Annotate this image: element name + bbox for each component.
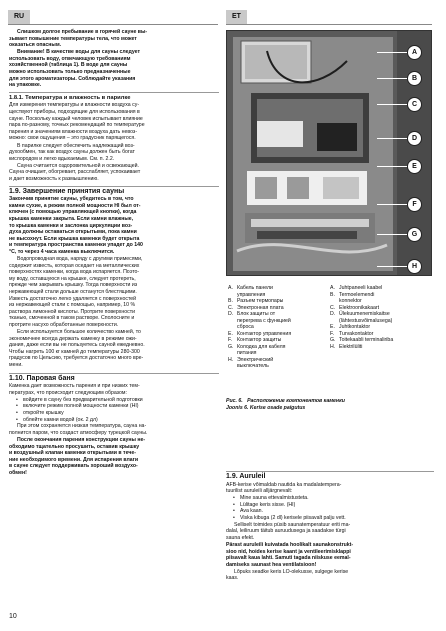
marker-d: D (407, 131, 422, 146)
section-1-9-et-paragraph-2: Selliselt toimides püsib saunatemperatuur eriti ma- dalal, leiliruum täitub auruudusega ja saadakse türgi sauna efekt. (226, 521, 351, 541)
section-1-10-bold-paragraph: После окончания парения конструкции сауны не- обходимо тщательно просушить, оставив крышку и воздушный клапан каменки открытыми в тече- ние необходимого времени. Для испарения влаги в сауне следует поддерживать хороший воздухо- обмен! (9, 436, 146, 476)
marker-leader-line (377, 138, 407, 139)
intro-paragraph: Слишком долгое пребывание в горячей сауне вы- зывает повышение температуры тела, что может оказаться опасным. (9, 29, 148, 49)
section-1-10-title: 1.10. Паровая баня (9, 374, 75, 382)
section-1-10-list (9, 397, 219, 423)
marker-leader-line (377, 204, 407, 205)
legend-key: H. (228, 356, 234, 363)
language-tab-et: ET (226, 10, 247, 24)
section-1-8-1-title: 1.8.1. Температура и влажность в парилке (9, 94, 131, 101)
list-item: • Lülitage keris sisse. (HI) (240, 502, 434, 509)
legend-text: (lähtestusvõimalusega) (339, 317, 393, 324)
section-1-8-1-paragraph-1: Для измерения температуры и влажности воздуха су- ществуют приборы, подходящие для использования в сауне. Поскольку каждый человек испытывает влияние пара по-разному, точных рекомендаций по температуре парения и значениям влажности воздуха дать невоз- можно: свои ощущения – это градусник парящегося. (9, 102, 145, 142)
legend-key: D. (330, 311, 336, 317)
legend-text: перегрева с функцией (237, 317, 291, 324)
section-divider (9, 373, 219, 374)
legend-text: Электронная плата (237, 304, 284, 311)
legend-text: Turvakontaktor (339, 330, 374, 337)
figure-caption-et: Joonis 6. Kerise osade paigutus (226, 404, 306, 411)
legend-text: Электрический (237, 356, 274, 363)
page-number: 10 (9, 613, 17, 620)
section-1-9-et-paragraph-1: AFB-kerise võimaldab nautida ka madalatempera- tuurilist auruleili alljärgnevalt: (226, 481, 342, 495)
legend-text: konnektor (339, 298, 362, 304)
section-divider (9, 186, 219, 187)
section-1-9-et-paragraph-3: Lõpuks seadke keris LO-olekusse, sulgege kerise kaas. (226, 568, 349, 582)
header-rule-right (226, 24, 432, 25)
legend-key: F. (330, 330, 335, 337)
legend-key: G. (228, 343, 234, 350)
legend-key: E. (228, 330, 233, 337)
marker-leader-line (377, 266, 407, 267)
legend-text: выключатель (237, 363, 269, 369)
list-item: • облейте камни водой (ок. 2 дл) (23, 417, 219, 424)
legend-text: Ülekuumenemiskaitse (339, 311, 390, 317)
section-1-10-paragraph-1: Каменка дает возможность парения и при низких тем- пературах, что происходит следующим образом: (9, 383, 140, 396)
legend-text: Juhtkontaktor (339, 324, 371, 330)
heater-internals-photo (226, 30, 432, 276)
figure-caption (226, 398, 432, 411)
legend-text: Elektroonikakaart (339, 304, 380, 311)
legend-text: Контактор управления (237, 330, 292, 337)
section-1-9-paragraph-3: Если используется большое количество камней, то экономичнее всегда держать каменку в режиме ожи- дания, даже если вы не пользуетесь сауной ежедневно. Чтобы нагреть 100 кг камней до температуры 280-300 градусов по Цельсию, требуется достаточно много вре- мени. (9, 329, 145, 368)
section-1-9-title: 1.9. Завершение принятия сауны (9, 187, 125, 195)
legend-text: сброса (237, 324, 254, 330)
section-1-9-et-title: 1.9. Auruleil (226, 473, 266, 480)
right-column (226, 468, 434, 583)
legend-key: G. (330, 337, 336, 343)
marker-leader-line (377, 166, 407, 167)
warning-paragraph: Внимание! В качестве воды для сауны следует использовать воду, отвечающую требованиям хозяйственной (таблица 1). В воде для сауны можно использовать только предназначенные для этого ароматизаторы. Соблюдайте указания на упаковке. (9, 49, 141, 89)
legend-text: Блок защиты от (237, 311, 276, 317)
legend-text: Elektrilüliti (339, 343, 363, 350)
legend-key: A. (330, 285, 335, 291)
legend-text: Toitekaabli terminaliriba (339, 337, 394, 343)
marker-leader-line (377, 78, 407, 79)
legend-key: B. (228, 298, 233, 304)
section-divider (226, 471, 434, 472)
legend-key: B. (330, 291, 335, 298)
marker-leader-line (377, 52, 407, 53)
figure-title-ru: Расположение компонентов каменки (247, 398, 345, 404)
legend-entry (228, 363, 330, 370)
header-rule-left (8, 24, 218, 25)
section-1-9-et-list (226, 495, 434, 521)
marker-leader-line (377, 234, 407, 235)
legend-key: E. (330, 324, 335, 330)
section-1-8-1-paragraph-3: Сауна считается оздоровительной и освежающей. Сауна очищает, обогревает, расслабляет, успокаивает и дает возможность к размышлению. (9, 162, 141, 182)
legend-ru (228, 285, 330, 370)
marker-b: B (407, 71, 422, 86)
marker-a: A (407, 45, 422, 60)
list-item: • Ava kaan. (240, 508, 434, 515)
legend-text: Разъем термопары (237, 298, 284, 304)
legend-text: Termoelemendi (339, 291, 375, 298)
legend-key: A. (228, 285, 233, 291)
left-column (9, 29, 219, 477)
legend-key: C. (228, 304, 234, 311)
marker-h: H (407, 259, 422, 274)
section-1-9-et-bold-paragraph: Pärast auruleili kuivatada hoolikalt saunakonstrukt- sioo nid, hoides kerise kaant ja ventileerimisklappi piisavalt kaua lahti. Samuti tagada niiskuse eemal- damiseks saunast hea ventilatsioon! (226, 541, 354, 568)
list-item: • откройте крышку (23, 410, 219, 417)
legend-text: питания (237, 350, 257, 356)
legend-text: Контактор защиты (237, 337, 282, 343)
legend-text: управления (237, 291, 266, 298)
legend-key: F. (228, 337, 233, 343)
marker-c: C (407, 97, 422, 112)
section-1-8-1-paragraph-2: В парилке следует обеспечить надлежащий воз- духообмен, так как воздух сауны должен быть богат кислородом и легко вдыхаемым. См. п. 2.2. (9, 142, 135, 162)
list-item: • Mine sauna ettevalmistusteta. (240, 495, 434, 502)
legend-key: H. (330, 343, 336, 350)
legend-text: Колодка для кабеля (237, 343, 286, 350)
legend-et (330, 285, 434, 350)
legend-text: Кабель панели (237, 285, 273, 291)
marker-f: F (407, 197, 422, 212)
section-1-9-paragraph-2: Водопроводная вода, наряду с другими примесями, содержит известь, которая оседает на металлических поверхностях каменки, когда вода испаряется. Поэто- му воду, оставшуюся на крышке, следует протереть, прежде чем закрывать крышку. Тогда поверхности из нержавеющей стали дольше останутся блестящими. Известь достаточно легко удаляется с поверхностей из нержавеющей стали с помощью, например, 10 % раствора лимонной кислоты. Протрите поверхности тканью, смоченной в таком растворе. Сполосните и протрите насухо обработанные поверхности. (9, 256, 143, 328)
section-divider (9, 92, 219, 93)
figure-number-ru: Рис. 6. (226, 398, 243, 404)
legend-key: D. (228, 311, 234, 317)
list-item: • Viska kibuga (2 dl) kerisele piisavalt palju vett. (240, 515, 434, 522)
legend-key: C. (330, 304, 336, 311)
legend-text: Juhtpaneeli kaabel (339, 285, 383, 291)
heater-internals-illustration (227, 31, 432, 276)
list-item: • включите режим полной мощности каменки (HI) (23, 403, 219, 410)
legend-entry (330, 344, 434, 351)
legend-key (228, 363, 237, 370)
language-tab-ru: RU (8, 10, 30, 24)
section-1-9-bold-paragraph: Закончив принятие сауны, убедитесь в том, что камни сухие, а режим полной мощности HI был от- ключен (с помощью управляющей кнопки), когда крышка каменки закрыта. Если камни влажные, то крышка каменки и заслонка циркуляции воз- духа должны оставаться открытыми, пока камни не высохнут. Если крышка каменки будет открыта и температура пространства каменки упадет до 140 °C, то через 4 часа каменка выключится. (9, 196, 143, 255)
marker-leader-line (377, 104, 407, 105)
list-item: • войдите в сауну без предварительной подготовки (23, 397, 219, 404)
section-1-10-paragraph-2: При этом сохраняется низкая температура, сауна на- полнится паром, что создаст атмосферу турецкой сауны. (9, 423, 148, 436)
marker-g: G (407, 227, 422, 242)
marker-e: E (407, 159, 422, 174)
